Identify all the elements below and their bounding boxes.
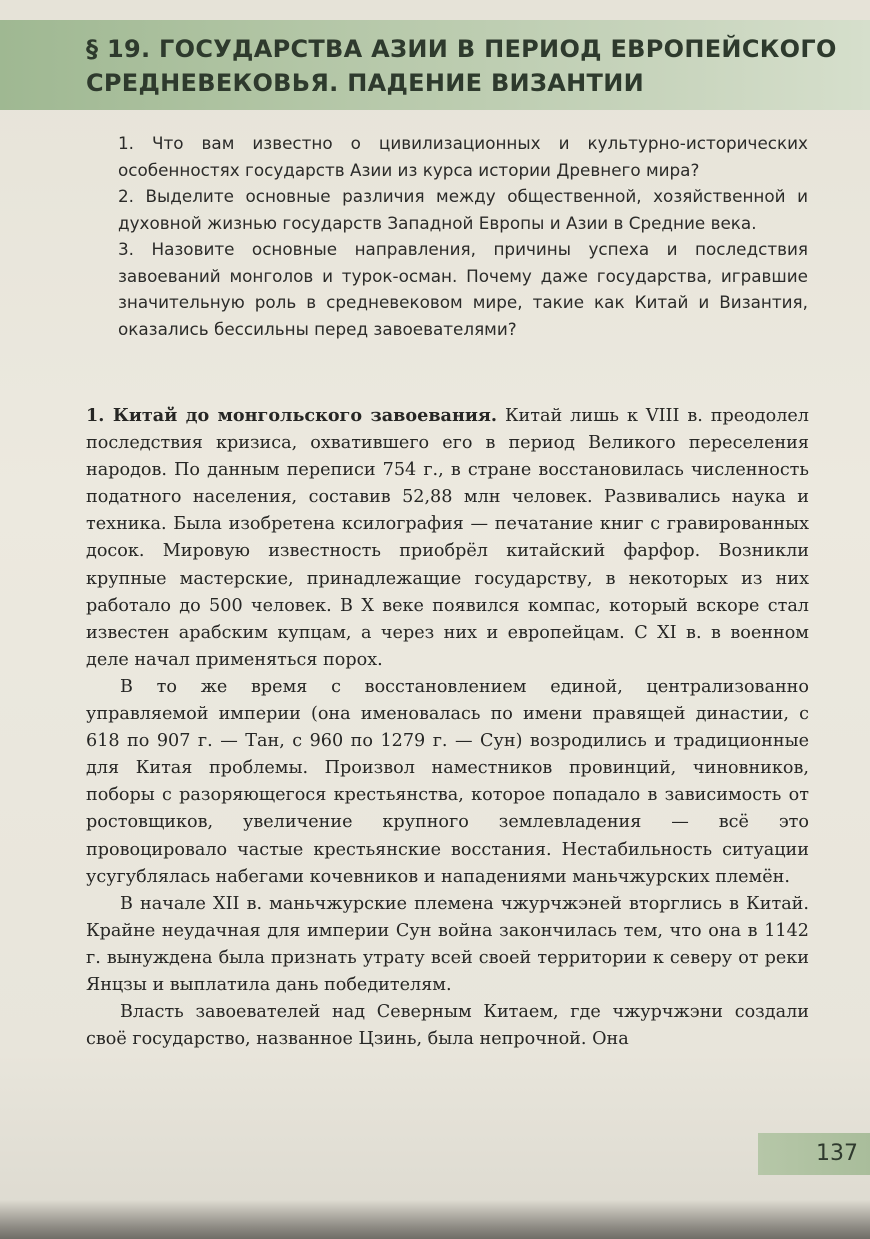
question-3: 3. Назовите основные направления, причины успеха и последствия завоеваний монголов и турок-осман. Почему даже государства, игравшие значительную роль в средневековом мире, такие как Китай и Византия, оказались бессильны перед завоевателями?	[118, 239, 808, 339]
page-number-tab	[758, 1133, 870, 1175]
page-number: 137	[816, 1141, 858, 1166]
paragraph-1-text: Китай лишь к VIII в. преодолел последствия кризиса, охватившего его в период Великого переселения народов. По данным переписи 754 г., в стране восстановилась численность податного населения, составив 52,88 млн человек. Развивались наука и техника. Была изобретена ксилография — печатание книг с гравированных досок. Мировую известность приобрёл китайский фарфор. Возникли крупные мастерские, принадлежащие государству, в некоторых из них работало до 500 человек. В X веке появился компас, который вскоре стал известен арабским купцам, а через них и европейцам. С XI в. в военном деле начал применяться порох.	[86, 406, 809, 670]
paragraph-1	[86, 402, 809, 674]
question-1: 1. Что вам известно о цивилизационных и культурно-исторических особенностях государств Азии из курса истории Древнего мира?	[118, 133, 808, 180]
subsection-heading: 1. Китай до монгольского завоевания.	[86, 405, 497, 426]
paragraph-3: В начале XII в. маньчжурские племена чжурчжэней вторглись в Китай. Крайне неудачная для империи Сун война закончилась тем, что она в 1142 г. вынуждена была признать утрату всей своей территории к северу от реки Янцзы и выплатила дань победителям.	[86, 893, 809, 995]
section-title	[86, 32, 856, 100]
section-title-line-2: СРЕДНЕВЕКОВЬЯ. ПАДЕНИЕ ВИЗАНТИИ	[86, 69, 644, 97]
paragraph-2: В то же время с восстановлением единой, централизованно управляемой империи (она именовалась по имени правящей династии, с 618 по 907 г. — Тан, с 960 по 1279 г. — Сун) возродились и традиционные для Китая проблемы. Произвол наместников провинций, чиновников, поборы с разоряющегося крестьянства, которое попадало в зависимость от ростовщиков, увеличение крупного землевладения — всё это провоцировало частые крестьянские восстания. Нестабильность ситуации усугублялась набегами кочевников и нападениями маньчжурских племён.	[86, 676, 809, 887]
section-title-line-1: § 19. ГОСУДАРСТВА АЗИИ В ПЕРИОД ЕВРОПЕЙСКОГО	[86, 35, 837, 63]
question-2: 2. Выделите основные различия между общественной, хозяйственной и духовной жизнью государств Западной Европы и Азии в Средние века.	[118, 186, 808, 233]
main-text	[86, 402, 809, 1053]
paragraph-4: Власть завоевателей над Северным Китаем, где чжурчжэни создали своё государство, названное Цзинь, была непрочной. Она	[86, 1002, 809, 1050]
page-edge-shadow	[0, 1200, 870, 1239]
review-questions	[118, 130, 808, 342]
